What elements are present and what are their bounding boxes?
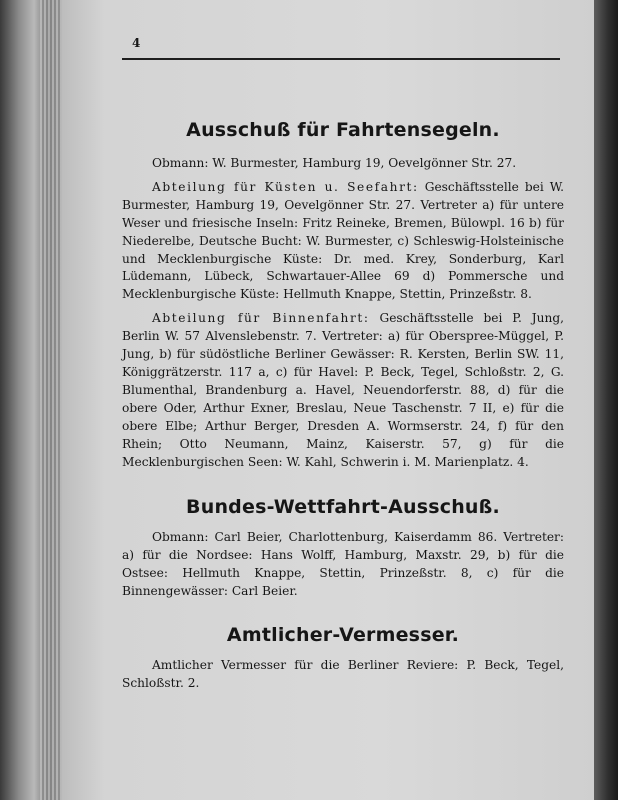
paragraph-kuestenfahrt [122,179,564,304]
paragraph-text: Obmann: Carl Beier, Charlottenburg, Kaiserdamm 86. Vertreter: a) für die Nordsee: Hans Wolff, Hamburg, Maxstr. 29, b) für die Ostsee: Hellmuth Knappe, Stettin, Prinzeßstr. 8, c) für die Binnengewässer: Carl Beier. [122,530,564,599]
paragraph-lead: Abteilung für Küsten u. Seefahrt: [152,179,419,194]
paragraph-binnenfahrt [122,310,564,471]
paragraph-text: Obmann: W. Burmester, Hamburg 19, Oevelgönner Str. 27. [152,156,517,170]
page-stack-edges [40,0,62,800]
paragraph-text: Geschäftsstelle bei W. Burmester, Hamburg 19, Oevelgönner Str. 27. Vertreter a) für untere Weser und friesische Inseln: Fritz Reineke, Bremen, Bülowpl. 16 b) für Niederelbe, Deutsche Bucht: W. Burmester, c) Schleswig-Holsteinische und Mecklenburgische Küste: Dr. med. Krey, Sonderburg, Karl Lüdemann, Lübeck, Schwartauer-Allee 69 d) Pommersche und Mecklenburgische Küste: Hellmuth Knappe, Stettin, Prinzeßstr. 8. [122,179,564,302]
section-heading: Amtlicher-Vermesser. [226,624,460,647]
page-content [122,118,564,693]
paragraph-obmann [122,155,564,173]
paragraph-lead: Abteilung für Binnenfahrt: [152,311,370,326]
section-heading: Bundes-Wettfahrt-Ausschuß. [186,496,500,519]
section-heading: Ausschuß für Fahrtensegeln. [186,119,500,141]
paragraph-vermesser [122,657,564,693]
section-fahrtensegeln [122,118,564,471]
document-page [62,0,594,800]
paragraph-text: Amtlicher Vermesser für die Berliner Reviere: P. Beck, Tegel, Schloßstr. 2. [122,658,564,690]
paragraph-obmann [122,529,564,601]
header-rule [122,58,560,60]
section-wettfahrt [122,495,564,601]
section-vermesser [122,623,564,693]
book-edge-right [594,0,618,800]
paragraph-text: Geschäftsstelle bei P. Jung, Berlin W. 57 Alvenslebenstr. 7. Vertreter: a) für Oberspree-Müggel, P. Jung, b) für südöstliche Berliner Gewässer: R. Kersten, Berlin SW. 11, Königgrätzerstr. 117 a, c) für Havel: P. Beck, Tegel, Schloßstr. 2, G. Blumenthal, Brandenburg a. Havel, Neuendorferstr. 88, d) für die obere Oder, Arthur Exner, Breslau, Neue Taschenstr. 7 II, e) für die obere Elbe; Arthur Berger, Dresden A. Wormserstr. 24, f) für den Rhein; Otto Neumann, Mainz, Kaiserstr. 57, g) für die Mecklenburgischen Seen: W. Kahl, Schwerin i. M. Marienplatz. 4. [122,311,564,469]
page-number: 4 [132,36,141,50]
